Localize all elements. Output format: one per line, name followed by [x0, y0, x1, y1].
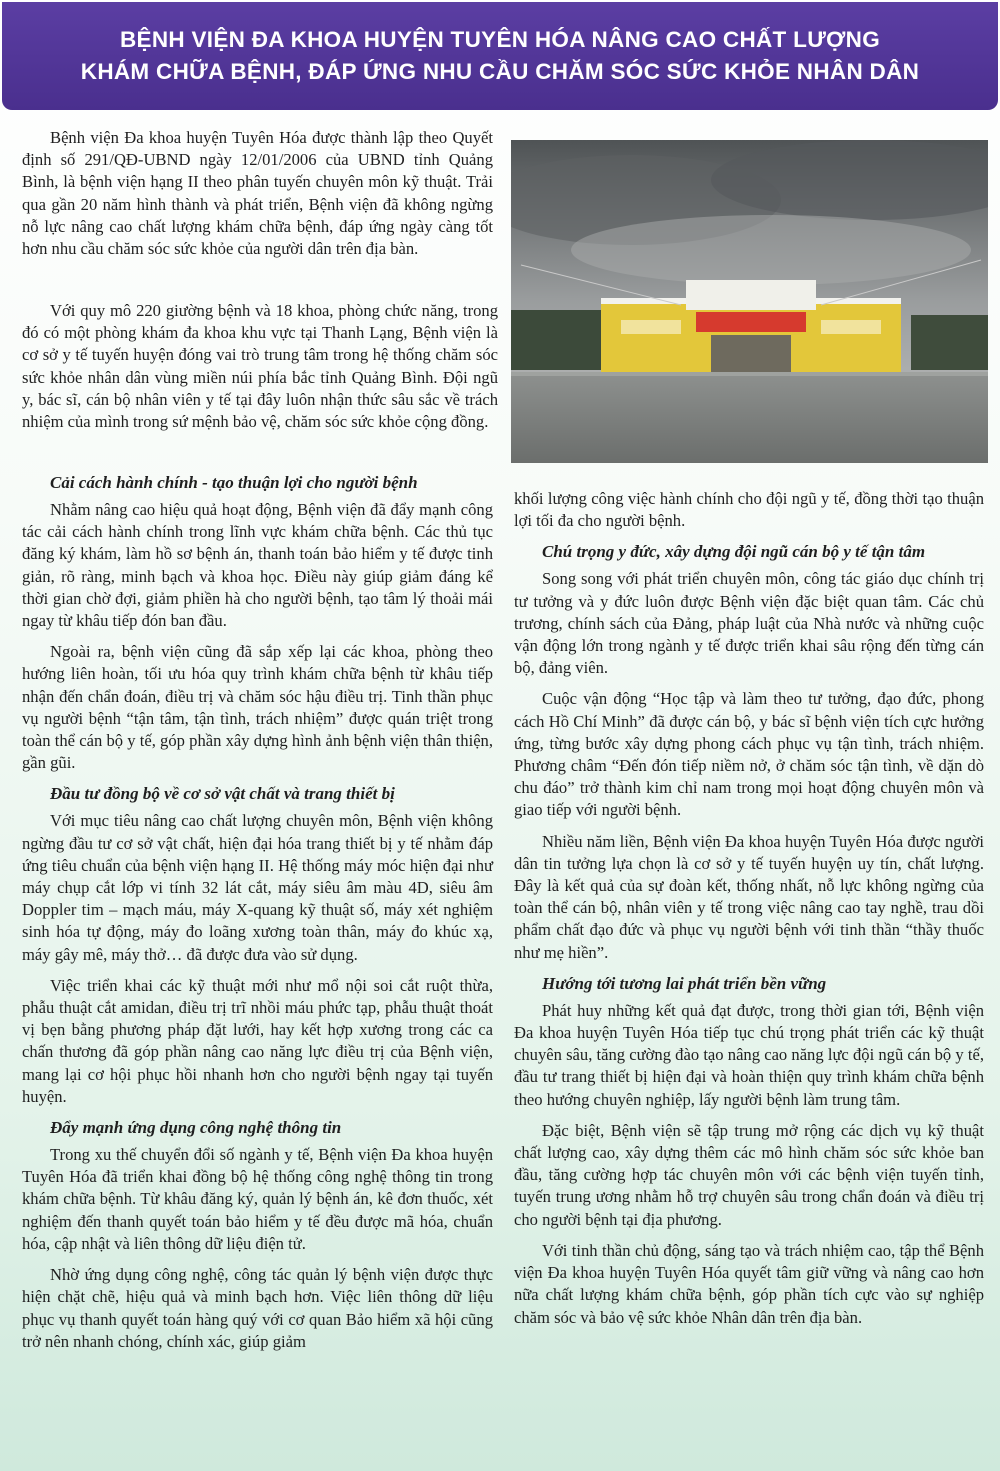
section-3-paragraph-2: Nhờ ứng dụng công nghệ, công tác quản lý bệnh viện được thực hiện chặt chẽ, hiệu quả và minh bạch hơn. Việc liên thông dữ liệu phục vụ thanh quyết toán hàng quý với cơ quan Bảo hiểm xã hội cũng trở nên nhanh chóng, chính xác, giúp giảm: [22, 1265, 493, 1351]
page-header-banner: [2, 2, 998, 110]
section-2-paragraph-2: Việc triển khai các kỹ thuật mới như mổ nội soi cắt ruột thừa, phẫu thuật cắt amidan, điều trị trĩ nhồi máu phức tạp, phẫu thuật thoát vị bẹn bằng phương pháp đặt lưới, hay kết hợp xương trong các ca chấn thương đã góp phần nâng cao năng lực điều trị của Bệnh viện, mang lại cơ hội phục hồi nhanh hơn cho người bệnh ngay tại tuyến huyện.: [22, 975, 493, 1106]
section-3-paragraph-1: Trong xu thế chuyển đổi số ngành y tế, Bệnh viện Đa khoa huyện Tuyên Hóa đã triển khai đồng bộ hệ thống công nghệ thông tin trong khám chữa bệnh. Từ khâu đăng ký, quản lý bệnh án, kê đơn thuốc, xét nghiệm đến thanh quyết toán bảo hiểm y tế đều được mã hóa, chuẩn hóa, cập nhật và liên thông dữ liệu điện tử.: [22, 1145, 493, 1253]
page-title-line-2: KHÁM CHỮA BỆNH, ĐÁP ỨNG NHU CẦU CHĂM SÓC SỨC KHỎE NHÂN DÂN: [80, 59, 920, 84]
intro-paragraph-2: Với quy mô 220 giường bệnh và 18 khoa, phòng chức năng, trong đó có một phòng khám đa khoa khu vực tại Thanh Lạng, Bệnh viện là cơ sở y tế tuyến huyện đóng vai trò trung tâm trong hệ thống chăm sóc sức khỏe nhân dân vùng miền núi phía bắc tỉnh Quảng Bình. Đội ngũ y, bác sĩ, cán bộ nhân viên y tế tại đây luôn nhận thức sâu sắc về trách nhiệm của mình trong sứ mệnh bảo vệ, chăm sóc sức khỏe cộng đồng.: [22, 301, 498, 432]
section-heading-sustainable-future: Hướng tới tương lai phát triển bền vững: [542, 973, 827, 993]
section-heading-medical-ethics: Chú trọng y đức, xây dựng đội ngũ cán bộ y tế tận tâm: [542, 542, 926, 562]
section-2-paragraph-1: Với mục tiêu nâng cao chất lượng chuyên môn, Bệnh viện không ngừng đầu tư cơ sở vật chất, hiện đại hóa trang thiết bị y tế nhằm đáp ứng tiêu chuẩn của bệnh viện hạng II. Hệ thống máy móc hiện đại như máy chụp cắt lớp vi tính 32 lát cắt, máy siêu âm màu 4D, siêu âm Doppler tim – mạch máu, máy X-quang kỹ thuật số, máy xét nghiệm sinh hóa tự động, máy đo loãng xương toàn thân, máy đo khúc xạ, máy gây mê, máy thở… đã được đưa vào sử dụng.: [22, 811, 493, 964]
section-1-paragraph-2: Ngoài ra, bệnh viện cũng đã sắp xếp lại các khoa, phòng theo hướng liên hoàn, tối ưu hóa quy trình khám chữa bệnh từ khâu tiếp nhận đến chẩn đoán, điều trị và chăm sóc hậu điều trị. Tinh thần phục vụ người bệnh “tận tâm, tận tình, trách nhiệm” được quán triệt trong toàn thể cán bộ y tế, góp phần xây dựng hình ảnh bệnh viện thân thiện, gần gũi.: [22, 642, 493, 773]
page-title-line-1: BỆNH VIỆN ĐA KHOA HUYỆN TUYÊN HÓA NÂNG CAO CHẤT LƯỢNG: [119, 27, 881, 52]
section-heading-information-technology: Đẩy mạnh ứng dụng công nghệ thông tin: [50, 1118, 342, 1138]
left-column-body: [22, 470, 493, 1362]
intro-column-continued: [22, 300, 498, 442]
section-heading-infrastructure: Đầu tư đồng bộ về cơ sở vật chất và trang thiết bị: [50, 784, 395, 804]
hospital-building-photo: [511, 140, 988, 463]
section-heading-administrative-reform: Cải cách hành chính - tạo thuận lợi cho người bệnh: [50, 473, 418, 492]
section-3-paragraph-2-continued: khối lượng công việc hành chính cho đội ngũ y tế, đồng thời tạo thuận lợi tối đa cho người bệnh.: [514, 489, 984, 531]
intro-column: [22, 127, 493, 268]
section-4-paragraph-2: Cuộc vận động “Học tập và làm theo tư tưởng, đạo đức, phong cách Hồ Chí Minh” đã được cán bộ, y bác sĩ bệnh viện tích cực hưởng ứng, từng bước xây dựng phong cách phục vụ tận tình, trách nhiệm. Phương châm “Đến đón tiếp niềm nở, ở chăm sóc tận tình, về dặn dò chu đáo” trở thành kim chỉ nam trong mọi hoạt động chuyên môn và giao tiếp với người bệnh.: [514, 689, 984, 820]
section-5-paragraph-3: Với tinh thần chủ động, sáng tạo và trách nhiệm cao, tập thể Bệnh viện Đa khoa huyện Tuyên Hóa quyết tâm giữ vững và nâng cao hơn nữa chất lượng khám chữa bệnh, góp phần tích cực vào sự nghiệp chăm sóc và bảo vệ sức khỏe Nhân dân trên địa bàn.: [514, 1240, 984, 1327]
section-5-paragraph-1: Phát huy những kết quả đạt được, trong thời gian tới, Bệnh viện Đa khoa huyện Tuyên Hóa tiếp tục chú trọng phát triển các kỹ thuật chuyên sâu, tăng cường đào tạo nâng cao năng lực đội ngũ cán bộ y tế, đầu tư trang thiết bị hiện đại và hoàn thiện quy trình khám chữa bệnh theo hướng chuyên nghiệp, lấy người bệnh làm trung tâm.: [514, 1000, 984, 1109]
section-4-paragraph-3: Nhiều năm liền, Bệnh viện Đa khoa huyện Tuyên Hóa được người dân tin tưởng lựa chọn là cơ sở y tế tuyến huyện uy tín, chất lượng. Đây là kết quả của sự đoàn kết, thống nhất, nỗ lực không ngừng của toàn thể cán bộ, nhân viên y tế trong việc nâng cao tay nghề, trau dồi phẩm chất đạo đức và phục vụ người bệnh với tinh thần “thầy thuốc như mẹ hiền”.: [514, 831, 984, 962]
section-5-paragraph-2: Đặc biệt, Bệnh viện sẽ tập trung mở rộng các dịch vụ kỹ thuật chất lượng cao, xây dựng thêm các mô hình chăm sóc sức khỏe ban đầu, tăng cường hợp tác chuyên môn với các bệnh viện tuyến tỉnh, tuyến trung ương nhằm hỗ trợ chuyên sâu trong chẩn đoán và điều trị cho người bệnh tại địa phương.: [514, 1120, 984, 1229]
right-column-body: [514, 488, 984, 1338]
intro-paragraph-1: Bệnh viện Đa khoa huyện Tuyên Hóa được thành lập theo Quyết định số 291/QĐ-UBND ngày 12/01/2006 của UBND tỉnh Quảng Bình, là bệnh viện hạng II theo phân tuyến chuyên môn kỹ thuật. Trải qua gần 20 năm hình thành và phát triển, Bệnh viện đã không ngừng nỗ lực nâng cao chất lượng khám chữa bệnh, đáp ứng ngày càng tốt hơn nhu cầu chăm sóc sức khỏe của người dân trên địa bàn.: [22, 128, 493, 259]
section-4-paragraph-1: Song song với phát triển chuyên môn, công tác giáo dục chính trị tư tưởng và y đức luôn được Bệnh viện đặc biệt quan tâm. Các chủ trương, chính sách của Đảng, pháp luật của Nhà nước và những cuộc vận động lớn trong ngành y tế được triển khai sâu rộng đến từng cán bộ, đảng viên.: [514, 569, 984, 678]
section-1-paragraph-1: Nhằm nâng cao hiệu quả hoạt động, Bệnh viện đã đẩy mạnh công tác cải cách hành chính trong lĩnh vực khám chữa bệnh. Các thủ tục đăng ký khám, làm hồ sơ bệnh án, thanh toán bảo hiểm y tế được tinh giản, rõ ràng, minh bạch và khoa học. Điều này giúp giảm đáng kể thời gian chờ đợi, giảm phiền hà cho người bệnh, tạo tâm lý thoải mái ngay từ khâu tiếp đón ban đầu.: [22, 500, 493, 631]
hospital-photo-illustration: [511, 140, 988, 463]
